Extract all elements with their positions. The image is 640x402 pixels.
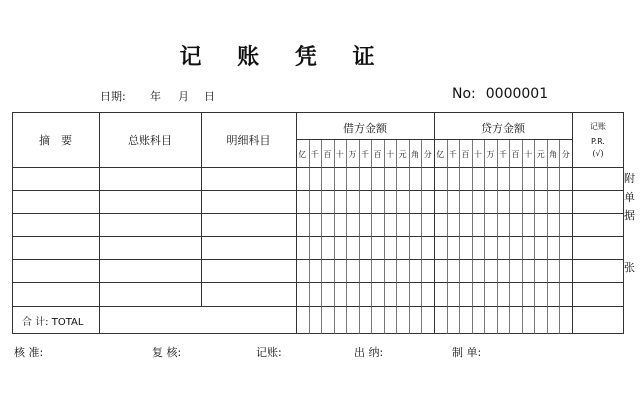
footer-bookkeeping: 记账:: [256, 346, 282, 359]
header-summary: 摘 要: [39, 134, 72, 147]
footer-review: 复 核:: [152, 346, 182, 359]
header-posting-check: (√): [592, 149, 604, 158]
header-posting-pr: P.R.: [591, 137, 605, 146]
debit-digit-label: 角: [411, 150, 420, 159]
header-detail-account: 明细科目: [226, 134, 271, 147]
debit-digit-label: 千: [310, 150, 319, 159]
voucher-number-label: No:: [452, 86, 476, 102]
credit-digit-label: 万: [486, 150, 495, 159]
debit-digit-label: 千: [361, 150, 369, 159]
credit-digit-label: 十: [473, 150, 482, 159]
header-credit-amount: 贷方金额: [481, 122, 525, 135]
debit-digit-label: 元: [398, 150, 407, 159]
credit-digit-label: 亿: [436, 150, 445, 159]
side-note-document: 据: [624, 209, 635, 222]
header-general-ledger: 总账科目: [128, 134, 172, 147]
year-label: 年: [150, 90, 161, 103]
footer-preparer: 制 单:: [452, 346, 482, 359]
header-debit-amount: 借方金额: [343, 122, 387, 135]
side-note-sheets: 张: [624, 261, 635, 274]
credit-digit-label: 千: [499, 150, 507, 159]
voucher-title: 记 账 凭 证: [179, 45, 389, 70]
footer-cashier: 出 纳:: [354, 346, 384, 359]
side-note-single: 单: [624, 191, 635, 204]
debit-digit-label: 十: [386, 150, 395, 159]
credit-digit-label: 千: [448, 150, 457, 159]
credit-digit-label: 分: [561, 150, 570, 159]
credit-digit-label: 十: [524, 150, 533, 159]
month-label: 月: [178, 90, 189, 103]
credit-digit-label: 百: [511, 150, 520, 159]
debit-digit-label: 百: [323, 150, 332, 159]
footer-approve: 核 准:: [14, 346, 44, 359]
debit-digit-label: 分: [423, 150, 432, 159]
credit-digit-label: 百: [461, 150, 470, 159]
debit-digit-label: 十: [335, 150, 344, 159]
debit-digit-label: 百: [373, 150, 382, 159]
side-note-attach: 附: [624, 172, 635, 185]
day-label: 日: [204, 90, 215, 103]
total-label: 合 计: TOTAL: [22, 317, 84, 328]
debit-digit-label: 万: [348, 150, 357, 159]
header-posting: 记账: [590, 122, 606, 131]
credit-digit-label: 元: [536, 150, 545, 159]
voucher-number-value: 0000001: [485, 86, 549, 102]
credit-digit-label: 角: [549, 150, 558, 159]
debit-digit-label: 亿: [298, 150, 307, 159]
date-label: 日期:: [100, 90, 126, 103]
